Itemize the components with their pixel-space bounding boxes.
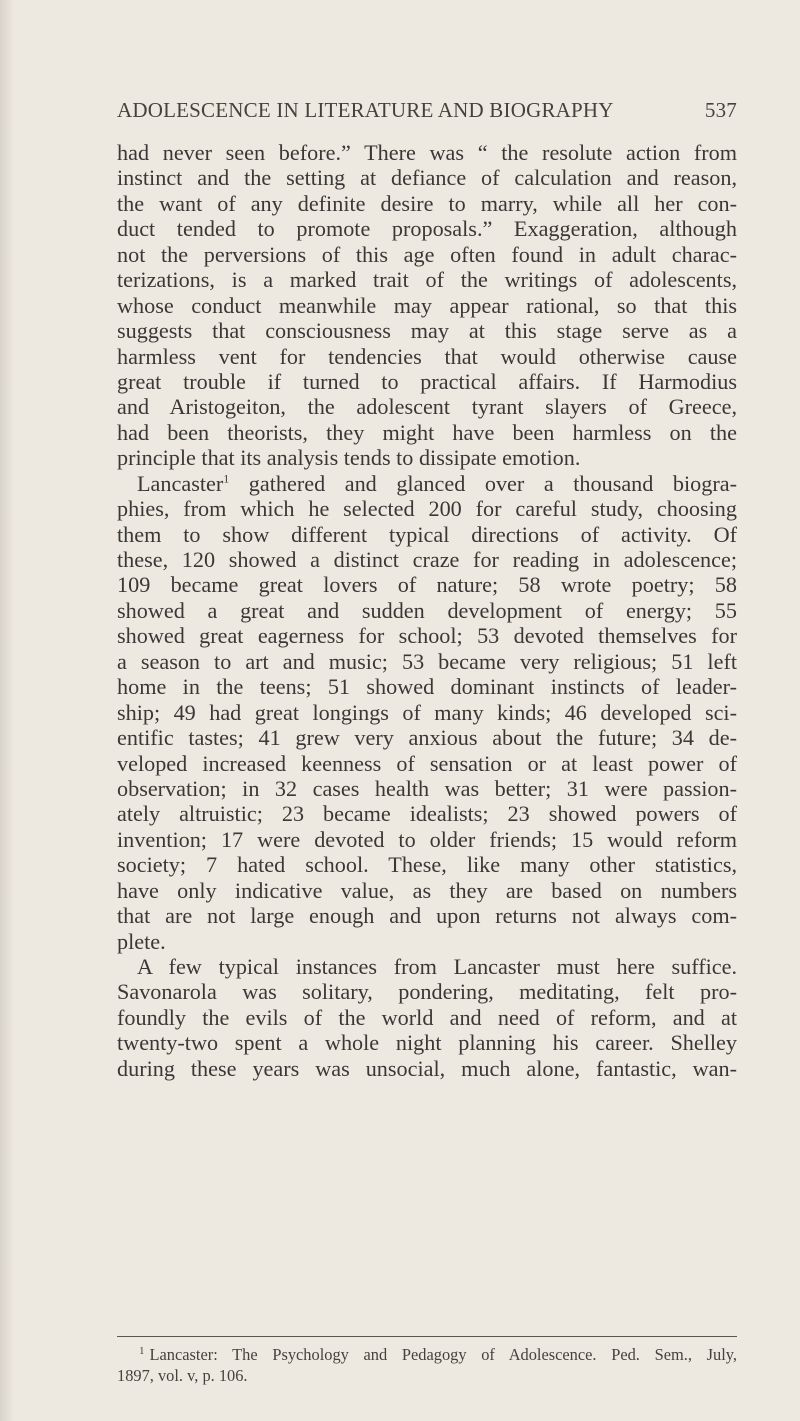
text-line: not the perversions of this age often found in adult charac-	[117, 241, 737, 267]
text-line: whose conduct meanwhile may appear rational, so that this	[117, 292, 737, 318]
running-head	[117, 98, 737, 123]
body-text	[117, 140, 737, 1081]
text-line: the want of any definite desire to marry, while all her con-	[117, 190, 737, 216]
text-line: observation; in 32 cases health was better; 31 were passion-	[117, 775, 737, 801]
footnote-text: Lancaster: The Psychology and Pedagogy of Adolescence. Ped. Sem., July,	[149, 1345, 737, 1364]
footnote-divider	[117, 1336, 737, 1337]
text-line: had never seen before.” There was “ the resolute action from	[117, 140, 737, 165]
footnote-line: 1897, vol. v, p. 106.	[117, 1366, 248, 1385]
running-head-title: ADOLESCENCE IN LITERATURE AND BIOGRAPHY	[117, 98, 614, 122]
text-line: ately altruistic; 23 became idealists; 23 showed powers of	[117, 801, 737, 827]
text-line: that are not large enough and upon returns not always com-	[117, 903, 737, 929]
text-line: great trouble if turned to practical affairs. If Harmodius	[117, 368, 737, 394]
text-line: suggests that consciousness may at this stage serve as a	[117, 318, 737, 344]
text-line: duct tended to promote proposals.” Exaggeration, although	[117, 216, 737, 242]
text-line: have only indicative value, as they are based on numbers	[117, 877, 737, 903]
author-name: Lancaster	[137, 470, 224, 496]
text-line: society; 7 hated school. These, like many other statistics,	[117, 852, 737, 878]
text-line: during these years was unsocial, much alone, fantastic, wan-	[117, 1055, 737, 1081]
text-line: invention; 17 were devoted to older friends; 15 would reform	[117, 826, 737, 852]
text-line: phies, from which he selected 200 for careful study, choosing	[117, 496, 737, 522]
text-line: Savonarola was solitary, pondering, meditating, felt pro-	[117, 979, 737, 1005]
text-line: these, 120 showed a distinct craze for reading in adolescence;	[117, 547, 737, 572]
text-line: and Aristogeiton, the adolescent tyrant slayers of Greece,	[117, 394, 737, 420]
text-line: showed a great and sudden development of energy; 55	[117, 597, 737, 623]
page-number: 537	[704, 98, 737, 122]
text-line: foundly the evils of the world and need of reform, and at	[117, 1004, 737, 1030]
text-line: a season to art and music; 53 became very religious; 51 left	[117, 648, 737, 674]
text-line: home in the teens; 51 showed dominant instincts of leader-	[117, 674, 737, 700]
footnote-line	[117, 1344, 737, 1365]
text-line: them to show different typical directions of activity. Of	[117, 521, 737, 547]
text-line: twenty-two spent a whole night planning his career. Shelley	[117, 1030, 737, 1056]
footnote	[117, 1344, 737, 1386]
text-line: terizations, is a marked trait of the writings of adolescents,	[117, 267, 737, 293]
text-line: 109 became great lovers of nature; 58 wrote poetry; 58	[117, 572, 737, 598]
text-line: A few typical instances from Lancaster must here suffice.	[137, 954, 737, 979]
text-line-remainder: gathered and glanced over a thousand biogra-	[248, 470, 737, 496]
text-line: ship; 49 had great longings of many kinds; 46 developed sci-	[117, 699, 737, 725]
text-line: had been theorists, they might have been harmless on the	[117, 419, 737, 445]
text-line: veloped increased keenness of sensation or at least power of	[117, 750, 737, 776]
text-line: harmless vent for tendencies that would otherwise cause	[117, 343, 737, 369]
footnote-mark: 1	[139, 1344, 145, 1357]
text-line: plete.	[117, 928, 166, 954]
text-line-with-footnote-ref	[117, 471, 737, 496]
footnote-reference: 1	[223, 471, 230, 486]
text-line: instinct and the setting at defiance of calculation and reason,	[117, 165, 737, 191]
text-line: showed great eagerness for school; 53 devoted themselves for	[117, 623, 737, 649]
text-line: principle that its analysis tends to dissipate emotion.	[117, 445, 581, 471]
page-edge-shadow	[0, 0, 14, 1421]
text-line: entific tastes; 41 grew very anxious about the future; 34 de-	[117, 725, 737, 751]
